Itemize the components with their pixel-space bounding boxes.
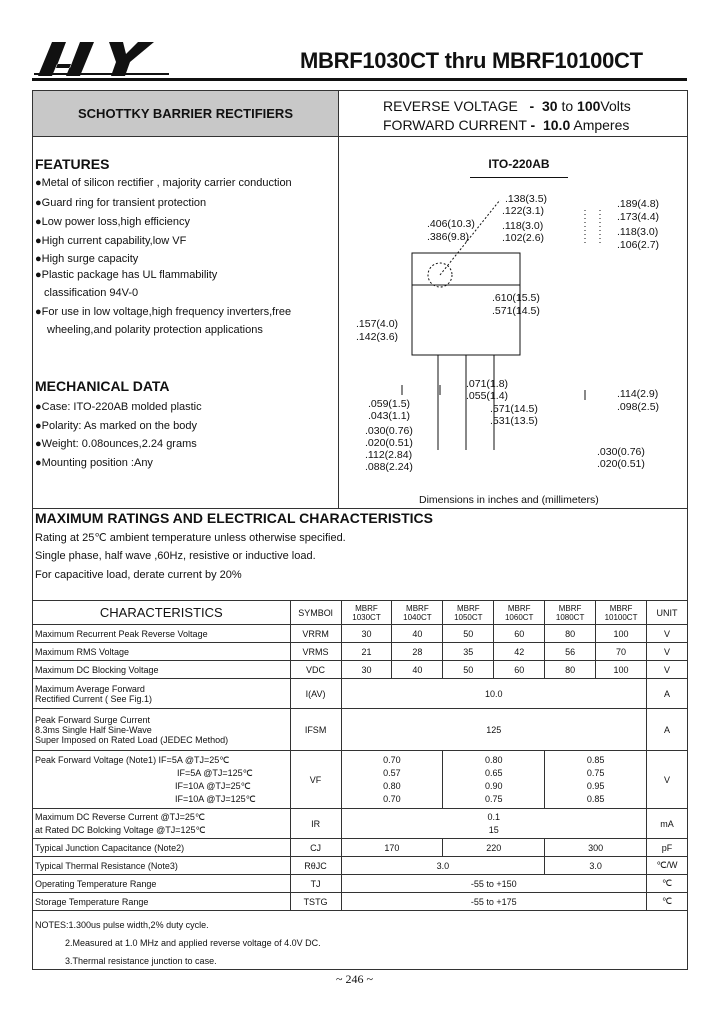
dim-label: .142(3.6) <box>356 331 399 343</box>
ratings-heading: MAXIMUM RATINGS AND ELECTRICAL CHARACTERISTICS <box>35 510 433 526</box>
forward-current-spec: FORWARD CURRENT - 10.0 Amperes <box>383 117 630 133</box>
header-part: MBRF 1050CT <box>443 601 494 625</box>
feature-item: ●High current capability,low VF <box>35 235 187 247</box>
feature-item: ●Guard ring for transient protection <box>35 197 207 209</box>
dim-label: .138(3.5) <box>505 193 548 205</box>
rating-condition: Rating at 25℃ ambient temperature unless otherwise specified. <box>35 532 346 544</box>
feature-item: wheeling,and polarity protection applications <box>47 324 263 336</box>
header-rule <box>32 78 687 81</box>
table-row: Maximum DC Reverse Current @TJ=25℃ at Rated DC Bolcking Voltage @TJ=125℃ IR 0.1 15 mA <box>33 809 688 839</box>
column-divider <box>338 91 339 508</box>
mechanical-heading: MECHANICAL DATA <box>35 378 170 394</box>
mechanical-item: ●Polarity: As marked on the body <box>35 420 197 432</box>
dim-label: .189(4.8) <box>617 198 660 210</box>
table-row: Maximum RMS Voltage VRMS 21 28 35 42 56 70 V <box>33 643 688 661</box>
table-row: Storage Temperature Range TSTG -55 to +175 ℃ <box>33 893 688 911</box>
dim-label: .102(2.6) <box>502 232 545 244</box>
dim-label: .386(9.8) <box>427 231 470 243</box>
mechanical-item: ●Case: ITO-220AB molded plastic <box>35 401 202 413</box>
package-body <box>412 253 520 355</box>
header-characteristics: CHARACTERISTICS <box>33 601 291 625</box>
table-row: Peak Forward Voltage (Note1) IF=5A @TJ=25℃ IF=5A @TJ=125℃ IF=10A @TJ=25℃ IF=10A @TJ=125℃ VF 0.70 0.57 0.80 0.70 0.80 0.65 0.90 0.75 0.85 0.75 0.95 0.85 V <box>33 751 688 809</box>
header-part: MBRF 1060CT <box>494 601 545 625</box>
dim-label: .098(2.5) <box>617 401 660 413</box>
feature-item: ●High surge capacity <box>35 253 139 265</box>
header-part: MBRF 1080CT <box>545 601 596 625</box>
dim-label: .610(15.5) <box>492 292 540 304</box>
dimensions-caption: Dimensions in inches and (millimeters) <box>419 494 599 506</box>
table-row: Typical Junction Capacitance (Note2) CJ 170 220 300 pF <box>33 839 688 857</box>
dim-label: .114(2.9) <box>617 388 659 400</box>
feature-item: ●For use in low voltage,high frequency inverters,free <box>35 306 292 318</box>
header-part: MBRF 1040CT <box>392 601 443 625</box>
feature-item: ●Plastic package has UL flammability <box>35 269 218 281</box>
feature-item: ●Metal of silicon rectifier , majority carrier conduction <box>35 177 292 189</box>
rating-condition: For capacitive load, derate current by 20% <box>35 569 242 581</box>
characteristics-table <box>32 600 688 911</box>
package-name: ITO-220AB <box>470 154 568 178</box>
section-divider <box>33 508 687 509</box>
dim-label: .030(0.76) <box>365 425 413 437</box>
dim-label: .088(2.24) <box>365 461 413 473</box>
header-part: MBRF 1030CT <box>341 601 392 625</box>
dim-label: .118(3.0) <box>617 226 659 238</box>
dim-label: .106(2.7) <box>617 239 660 251</box>
note-3: 3.Thermal resistance junction to case. <box>65 956 217 966</box>
dim-label: .173(4.4) <box>617 211 660 223</box>
features-heading: FEATURES <box>35 156 110 172</box>
reverse-voltage-spec: REVERSE VOLTAGE - 30 to 100Volts <box>383 98 631 114</box>
dim-label: .571(14.5) <box>490 403 538 415</box>
table-row: Peak Forward Surge Current 8.3ms Single Half Sine-Wave Super Imposed on Rated Load (JEDEC Method) IFSM 125 A <box>33 709 688 751</box>
note-2: 2.Measured at 1.0 MHz and applied reverse voltage of 4.0V DC. <box>65 938 321 948</box>
dim-label: .059(1.5) <box>368 398 411 410</box>
feature-item: classification 94V-0 <box>44 287 139 299</box>
dim-label: .571(14.5) <box>492 305 540 317</box>
dim-label: .043(1.1) <box>368 410 411 422</box>
product-type-label: SCHOTTKY BARRIER RECTIFIERS <box>33 91 338 136</box>
dim-label: .406(10.3) <box>427 218 475 230</box>
header-unit: UNIT <box>647 601 688 625</box>
dim-label: .122(3.1) <box>502 205 545 217</box>
dim-label: .020(0.51) <box>597 458 645 470</box>
dim-label: .071(1.8) <box>466 378 509 390</box>
rating-condition: Single phase, half wave ,60Hz, resistive or inductive load. <box>35 550 316 562</box>
mechanical-item: ●Mounting position :Any <box>35 457 153 469</box>
company-logo <box>34 40 169 76</box>
header-symbol: SYMBOl <box>290 601 341 625</box>
banner-divider <box>33 136 687 137</box>
dim-label: .055(1.4) <box>466 390 509 402</box>
dim-label: .112(2.84) <box>365 449 413 461</box>
table-row: Typical Thermal Resistance (Note3) RθJC 3.0 3.0 ℃/W <box>33 857 688 875</box>
dim-label: .118(3.0) <box>502 220 544 232</box>
dim-label: .030(0.76) <box>597 446 645 458</box>
page-number: ~ 246 ~ <box>336 972 373 986</box>
table-header-row <box>33 601 688 625</box>
dim-label: .020(0.51) <box>365 437 413 449</box>
feature-item: ●Low power loss,high efficiency <box>35 216 191 228</box>
table-row: Maximum Recurrent Peak Reverse Voltage VRRM 30 40 50 60 80 100 V <box>33 625 688 643</box>
dim-label: .157(4.0) <box>356 318 399 330</box>
document-title: MBRF1030CT thru MBRF10100CT <box>300 48 643 73</box>
table-row: Operating Temperature Range TJ -55 to +150 ℃ <box>33 875 688 893</box>
header-part: MBRF 10100CT <box>596 601 647 625</box>
dim-label: .531(13.5) <box>490 415 538 427</box>
note-1: NOTES:1.300us pulse width,2% duty cycle. <box>35 920 209 930</box>
table-row: Maximum Average Forward Rectified Current ( See Fig.1) I(AV) 10.0 A <box>33 679 688 709</box>
table-row: Maximum DC Blocking Voltage VDC 30 40 50 60 80 100 V <box>33 661 688 679</box>
mechanical-item: ●Weight: 0.08ounces,2.24 grams <box>35 438 197 450</box>
